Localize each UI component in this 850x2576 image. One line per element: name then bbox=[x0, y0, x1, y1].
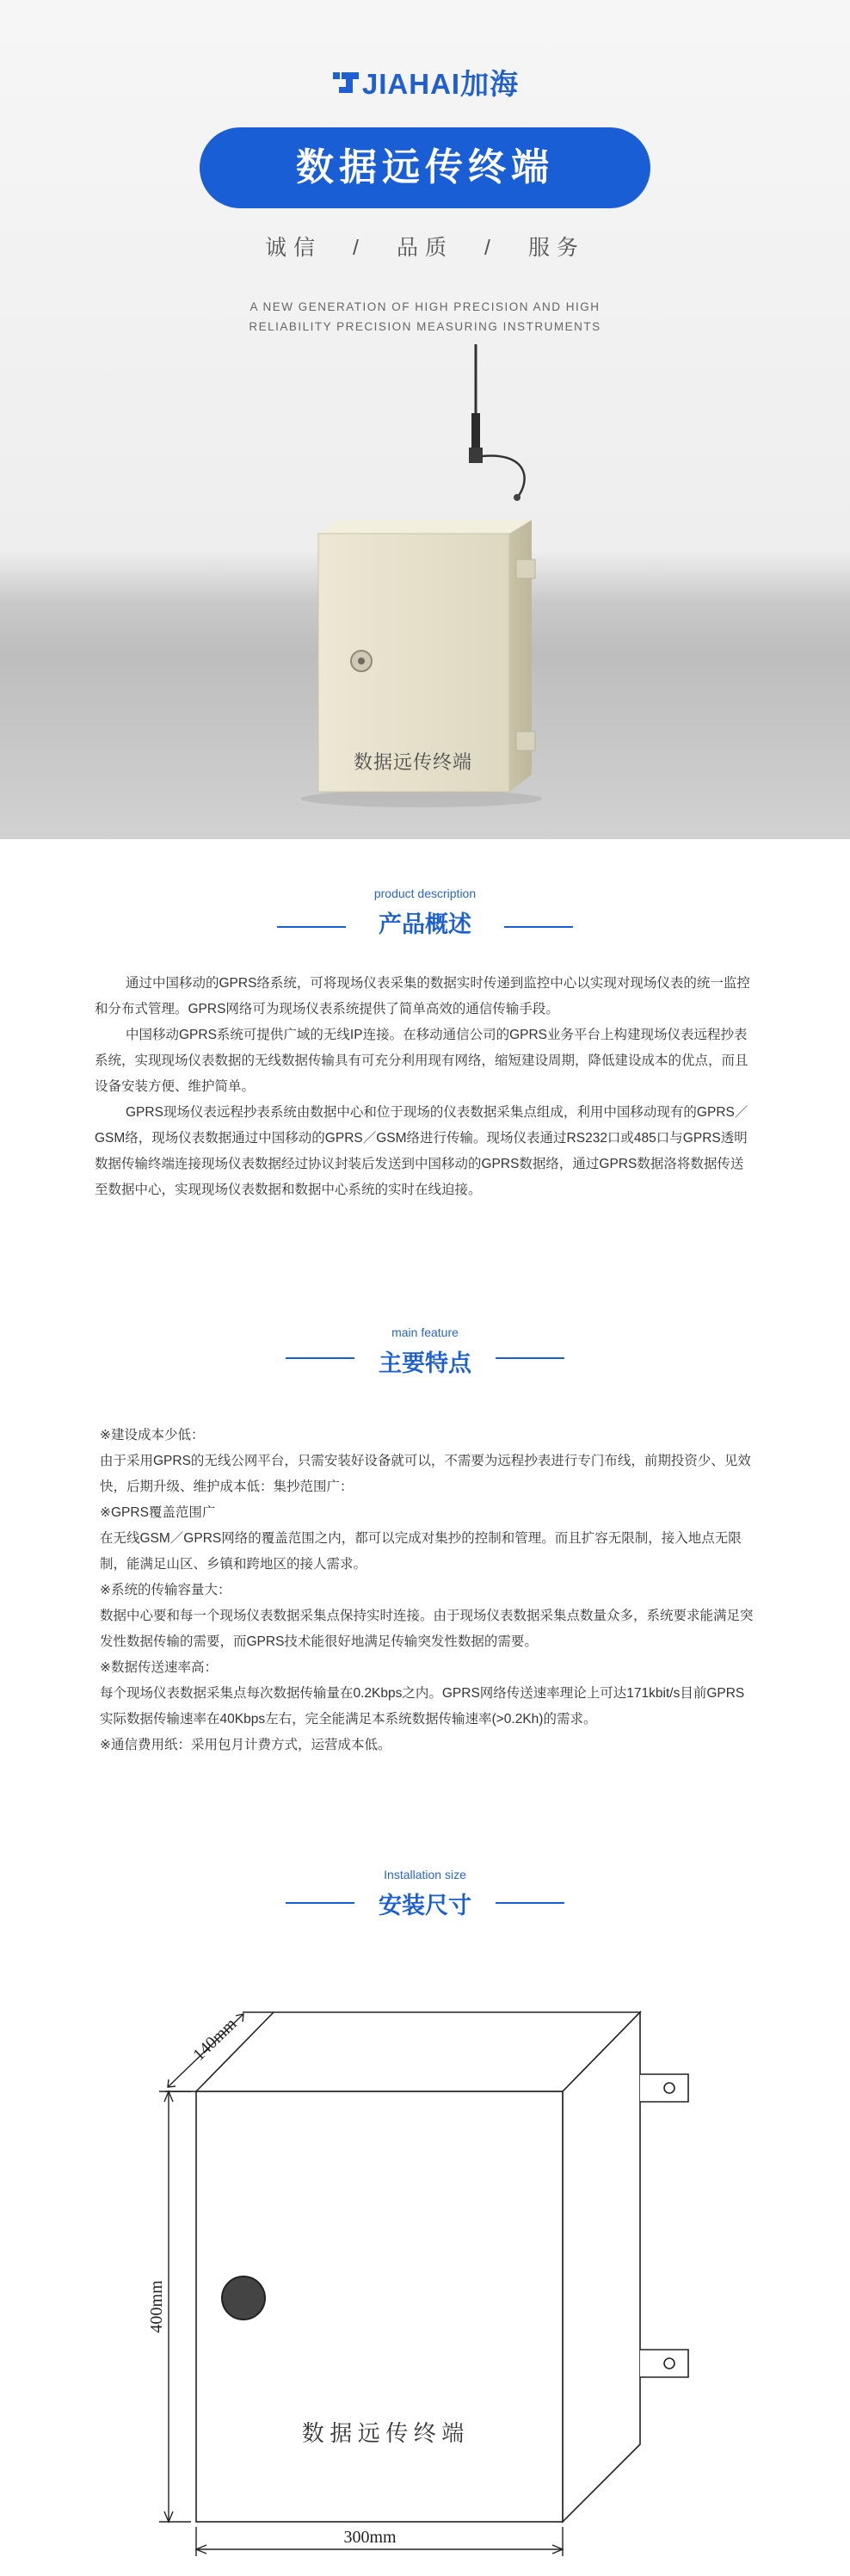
section-divider bbox=[277, 926, 346, 928]
section-en-label: Installation size bbox=[384, 1868, 466, 1881]
features-text bbox=[100, 1423, 755, 1758]
section-header-overview bbox=[0, 886, 850, 939]
tagline-separator: / bbox=[484, 236, 497, 260]
feature-heading: ※数据传送速率高： bbox=[100, 1660, 218, 1675]
dimension-width-label: 300mm bbox=[343, 2528, 397, 2547]
overview-text bbox=[95, 971, 754, 1203]
tagline-separator: / bbox=[353, 236, 366, 260]
section-header-features bbox=[0, 1325, 850, 1378]
feature-heading: ※GPRS覆盖范围广 bbox=[100, 1505, 216, 1520]
tagline-item: 品质 bbox=[396, 236, 453, 260]
section-divider bbox=[286, 1902, 354, 1904]
logo-mark-icon bbox=[331, 68, 360, 97]
brand-logo bbox=[0, 62, 850, 102]
section-title: 产品概述 bbox=[379, 911, 471, 937]
section-divider bbox=[496, 1902, 564, 1904]
feature-text: 由于采用GPRS的无线公网平台，只需安装好设备就可以，不需要为远程抄表进行专门布线，前期投资少、见效快，后期升级、维护成本低：集抄范围广： bbox=[100, 1454, 751, 1494]
section-title: 主要特点 bbox=[379, 1350, 471, 1376]
installation-diagram bbox=[0, 1954, 850, 2573]
feature-text: 在无线GSM／GPRS网络的覆盖范围之内，都可以完成对集抄的控制和管理。而且扩容无限制，接入地点无限制，能满足山区、乡镇和跨地区的接人需求。 bbox=[100, 1531, 742, 1572]
section-divider bbox=[496, 1357, 564, 1359]
logo-cn-text: 加海 bbox=[460, 68, 520, 100]
hero-subtitle: A NEW GENERATION OF HIGH PRECISION AND HIGH RELIABILITY PRECISION MEASURING INSTRUMENTS bbox=[249, 300, 601, 333]
tagline-item: 服务 bbox=[527, 236, 585, 260]
section-divider bbox=[286, 1357, 354, 1359]
device-product-image bbox=[0, 327, 850, 809]
overview-paragraph: 中国移动GPRS系统可提供广域的无线IP连接。在移动通信公司的GPRS业务平台上构建现场仪表远程抄表系统，实现现场仪表数据的无线数据传输具有可充分利用现有网络，缩短建设周期，降低建设成本的优点，而且设备安装方便、维护简单。 bbox=[95, 1028, 748, 1094]
overview-paragraph: 通过中国移动的GPRS络系统，可将现场仪表采集的数据实时传递到监控中心以实现对现场仪表的统一监控和分布式管理。GPRS网络可为现场仪表系统提供了简单高效的通信传输手段。 bbox=[95, 976, 750, 1016]
section-en-label: main feature bbox=[391, 1325, 459, 1339]
tagline-item: 诚信 bbox=[265, 236, 323, 260]
feature-heading: ※通信费用纸：采用包月计费方式，运营成本低。 bbox=[100, 1738, 391, 1752]
feature-text: 数据中心要和每一个现场仪表数据采集点保持实时连接。由于现场仪表数据采集点数量众多，系统要求能满足突发性数据传输的需要，而GPRS技术能很好地满足传输突发性数据的需要。 bbox=[100, 1609, 754, 1649]
dimension-height-label: 400mm bbox=[147, 2280, 166, 2333]
feature-text: 每个现场仪表数据采集点每次数据传输量在0.2Kbps之内。GPRS网络传送速率理论上可达171kbit/s目前GPRS实际数据传输速率在40Kbps左右，完全能满足本系统数据传输速率(>0.2Kh)的需求。 bbox=[100, 1686, 745, 1727]
overview-paragraph: GPRS现场仪表远程抄表系统由数据中心和位于现场的仪表数据采集点组成，利用中国移动现有的GPRS／GSM络，现场仪表数据通过中国移动的GPRS／GSM络进行传输。现场仪表通过RS232口或485口与GPRS透明数据传输终端连接现场仪表数据经过协议封装后发送到中国移动的GPRS数据络，通过GPRS数据洛将数据传送至数据中心，实现现场仪表数据和数据中心系统的实时在线迫接。 bbox=[95, 1105, 748, 1197]
dimension-depth-label: 140mm bbox=[189, 2014, 241, 2065]
diagram-device-label: 数 据 远 传 终 端 bbox=[301, 2421, 465, 2446]
section-divider bbox=[504, 926, 573, 928]
section-en-label: product description bbox=[373, 886, 477, 900]
feature-heading: ※系统的传输容量大： bbox=[100, 1583, 231, 1597]
product-title: 数据远传终端 bbox=[200, 127, 650, 208]
section-header-install bbox=[0, 1868, 850, 1920]
logo-text: JIAHAI bbox=[361, 68, 461, 100]
feature-heading: ※建设成本少低： bbox=[100, 1428, 205, 1442]
device-label: 数据远传终端 bbox=[353, 751, 473, 773]
section-title: 安装尺寸 bbox=[379, 1893, 471, 1918]
tagline bbox=[0, 231, 850, 262]
